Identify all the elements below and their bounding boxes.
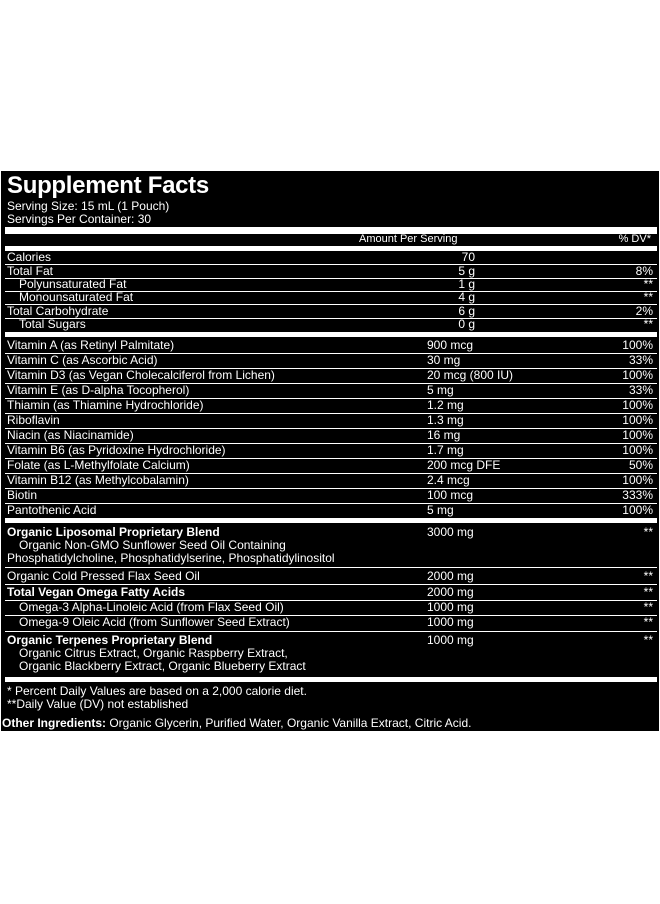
vitamin-dv: 100%	[622, 473, 653, 487]
vitamin-amount: 2.4 mcg	[427, 473, 470, 487]
vitamin-amount: 20 mcg (800 IU)	[427, 368, 514, 382]
vitamin-name: Vitamin B6 (as Pyridoxine Hydrochloride)	[7, 443, 226, 457]
row-divider	[5, 318, 657, 319]
servings-per-container: Servings Per Container: 30	[7, 212, 152, 226]
nutrient-dv: **	[643, 277, 653, 291]
vitamin-name: Thiamin (as Thiamine Hydrochloride)	[7, 398, 204, 412]
vitamin-dv: 100%	[622, 398, 653, 412]
section-divider	[5, 518, 657, 523]
row-divider	[5, 631, 657, 632]
header-amount: Amount Per Serving	[359, 233, 458, 245]
nutrient-name: Total Sugars	[19, 317, 86, 331]
vitamin-amount: 5 mg	[427, 383, 454, 397]
nutrient-name: Monounsaturated Fat	[19, 290, 134, 304]
vitamin-name: Vitamin E (as D-alpha Tocopherol)	[7, 383, 190, 397]
vitamin-name: Niacin (as Niacinamide)	[7, 428, 134, 442]
vitamin-amount: 16 mg	[427, 428, 461, 442]
blend-dv: **	[643, 633, 653, 647]
blend-detail: Organic Non-GMO Sunflower Seed Oil Containing	[19, 538, 286, 552]
vitamin-amount: 1.3 mg	[427, 413, 464, 427]
vitamin-dv: 50%	[628, 458, 653, 472]
vitamin-dv: 100%	[622, 428, 653, 442]
vitamin-dv: 100%	[622, 368, 653, 382]
row-divider	[5, 413, 657, 414]
nutrient-dv: **	[643, 290, 653, 304]
blend-detail: Organic Blackberry Extract, Organic Blueberry Extract	[19, 659, 306, 673]
header-dv: % DV*	[618, 233, 651, 245]
vitamin-amount: 1.7 mg	[427, 443, 464, 457]
blend-dv: **	[643, 525, 653, 539]
blend-name: Omega-3 Alpha-Linoleic Acid (from Flax Seed Oil)	[19, 600, 284, 614]
other-ingredients-text: Organic Glycerin, Purified Water, Organic Vanilla Extract, Citric Acid.	[106, 716, 472, 730]
other-ingredients	[2, 716, 471, 730]
vitamin-dv: 100%	[622, 443, 653, 457]
blend-detail: Organic Citrus Extract, Organic Raspberry Extract,	[19, 646, 288, 660]
row-divider	[5, 488, 657, 489]
blend-name: Organic Cold Pressed Flax Seed Oil	[7, 569, 200, 583]
nutrient-name: Total Carbohydrate	[7, 304, 109, 318]
footnote-dv: * Percent Daily Values are based on a 2,000 calorie diet.	[7, 684, 307, 698]
nutrient-dv: 8%	[635, 264, 653, 278]
row-divider	[5, 264, 657, 265]
blend-amount: 1000 mg	[427, 600, 474, 614]
blend-amount: 2000 mg	[427, 569, 474, 583]
panel-title: Supplement Facts	[7, 172, 209, 199]
vitamin-amount: 5 mg	[427, 503, 454, 517]
vitamin-dv: 100%	[622, 338, 653, 352]
vitamin-name: Biotin	[7, 488, 38, 502]
vitamin-name: Vitamin B12 (as Methylcobalamin)	[7, 473, 189, 487]
row-divider	[5, 503, 657, 504]
nutrient-dv: 2%	[635, 304, 653, 318]
vitamin-name: Vitamin D3 (as Vegan Cholecalciferol from Lichen)	[7, 368, 275, 382]
nutrient-amount: 70	[461, 250, 475, 264]
blend-name: Omega-9 Oleic Acid (from Sunflower Seed Extract)	[19, 615, 290, 629]
serving-size: Serving Size: 15 mL (1 Pouch)	[7, 199, 170, 213]
vitamin-name: Riboflavin	[7, 413, 60, 427]
blend-dv: **	[643, 600, 653, 614]
blend-amount: 1000 mg	[427, 633, 474, 647]
vitamin-name: Vitamin C (as Ascorbic Acid)	[7, 353, 158, 367]
vitamin-amount: 30 mg	[427, 353, 461, 367]
nutrient-name: Polyunsaturated Fat	[19, 277, 127, 291]
supplement-facts-panel	[0, 170, 660, 732]
blend-amount: 2000 mg	[427, 585, 474, 599]
blend-amount: 1000 mg	[427, 615, 474, 629]
blend-dv: **	[643, 569, 653, 583]
nutrient-amount: 5 g	[458, 264, 475, 278]
blend-detail: Phosphatidylcholine, Phosphatidylserine, Phosphatidylinositol	[7, 551, 335, 565]
other-ingredients-label: Other Ingredients:	[2, 716, 107, 730]
vitamin-name: Folate (as L-Methylfolate Calcium)	[7, 458, 190, 472]
vitamin-dv: 100%	[622, 413, 653, 427]
vitamin-amount: 1.2 mg	[427, 398, 464, 412]
row-divider	[5, 567, 657, 568]
vitamin-amount: 900 mcg	[427, 338, 474, 352]
nutrient-amount: 0 g	[458, 317, 475, 331]
section-divider	[5, 332, 657, 337]
vitamin-dv: 33%	[628, 383, 653, 397]
blend-name: Total Vegan Omega Fatty Acids	[7, 585, 186, 599]
vitamin-amount: 200 mcg DFE	[427, 458, 501, 472]
nutrient-name: Calories	[7, 250, 52, 264]
vitamin-dv: 333%	[622, 488, 653, 502]
blend-dv: **	[643, 585, 653, 599]
vitamin-dv: 100%	[622, 503, 653, 517]
nutrient-name: Total Fat	[7, 264, 54, 278]
blend-name: Organic Liposomal Proprietary Blend	[7, 525, 220, 539]
header-divider	[5, 246, 657, 251]
vitamin-name: Vitamin A (as Retinyl Palmitate)	[7, 338, 175, 352]
vitamin-name: Pantothenic Acid	[7, 503, 97, 517]
nutrient-amount: 4 g	[458, 290, 475, 304]
nutrient-dv: **	[643, 317, 653, 331]
blend-name: Organic Terpenes Proprietary Blend	[7, 633, 213, 647]
thick-divider	[5, 227, 657, 234]
blend-amount: 3000 mg	[427, 525, 474, 539]
nutrient-amount: 1 g	[458, 277, 475, 291]
vitamin-amount: 100 mcg	[427, 488, 474, 502]
vitamin-dv: 33%	[628, 353, 653, 367]
footnote-not-established: **Daily Value (DV) not established	[7, 697, 189, 711]
blend-dv: **	[643, 615, 653, 629]
section-divider	[5, 677, 657, 682]
nutrient-amount: 6 g	[458, 304, 475, 318]
